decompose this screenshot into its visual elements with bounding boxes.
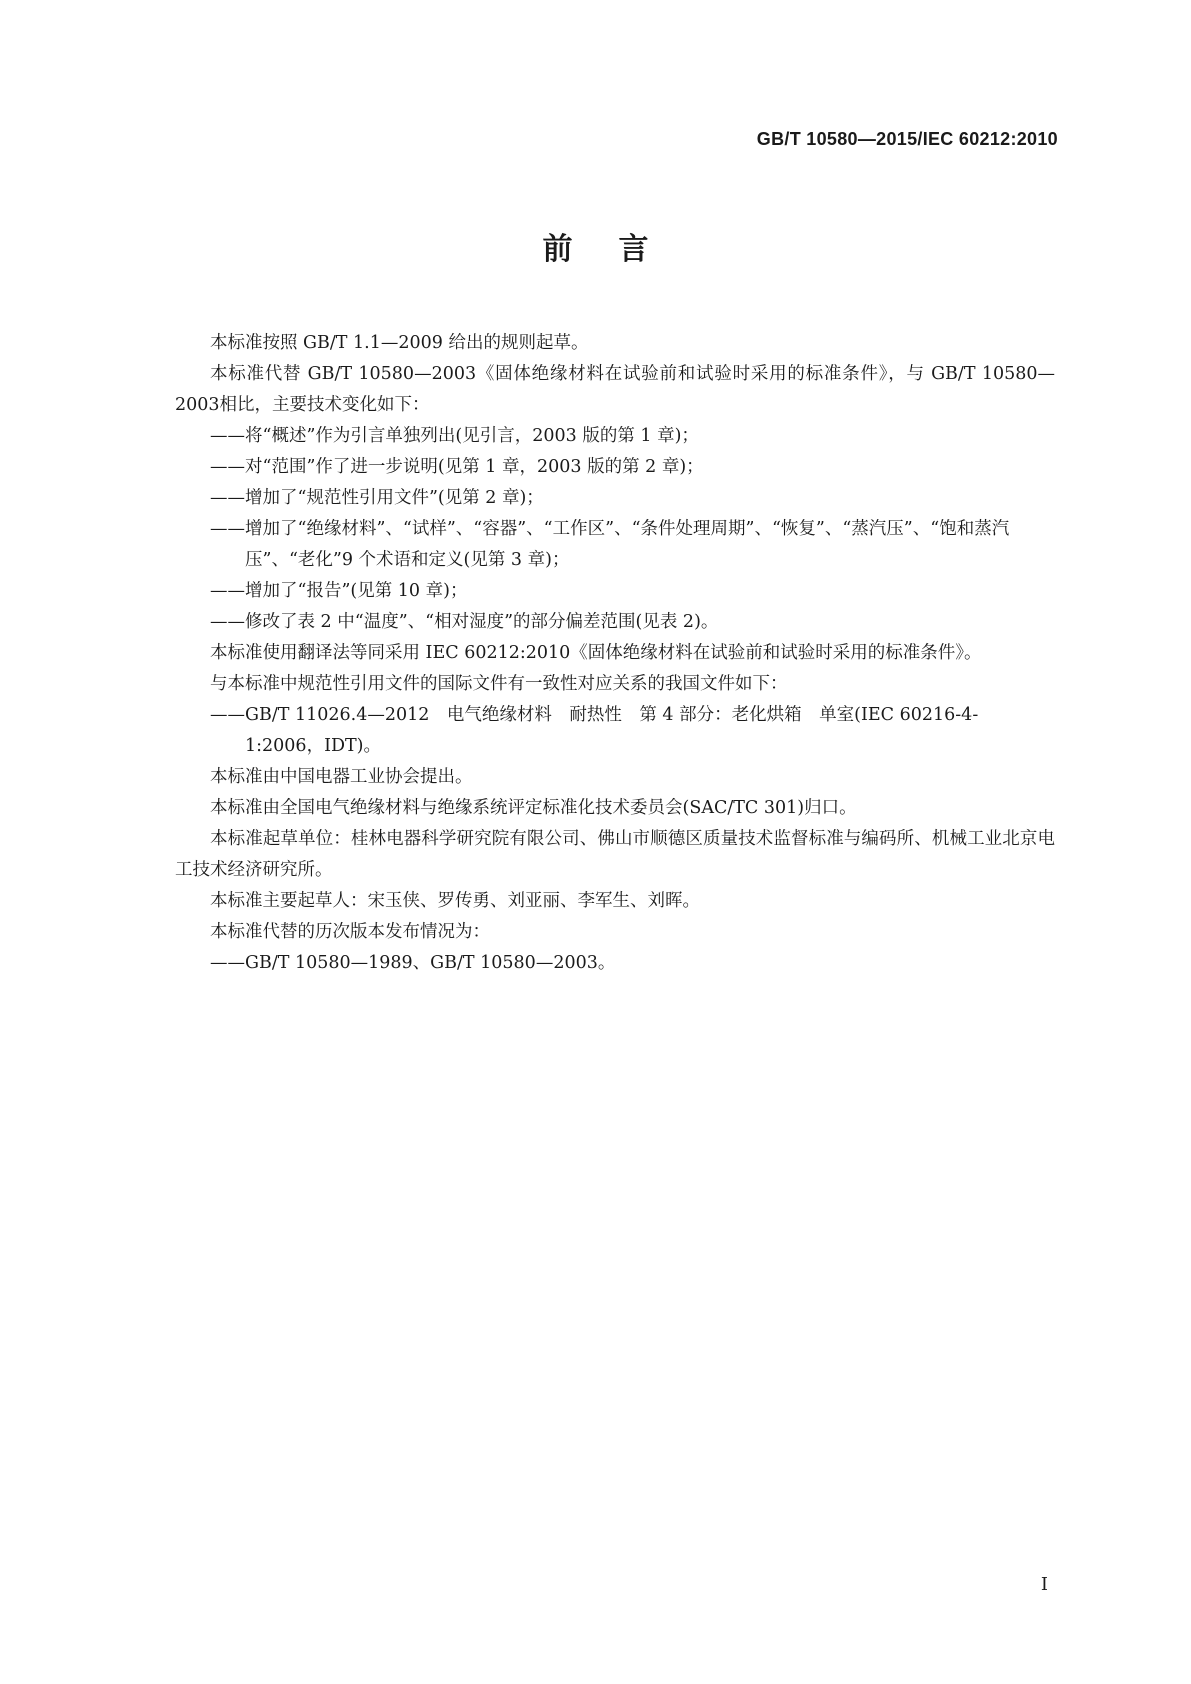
page-title: 前言 xyxy=(542,232,695,267)
paragraph-proposer: 本标准由中国电器工业协会提出。 xyxy=(210,767,473,787)
list-item-change: ——增加了“规范性引用文件”(见第 2 章)； xyxy=(210,488,544,508)
paragraph-drafters: 本标准主要起草人：宋玉侠、罗传勇、刘亚丽、李军生、刘晖。 xyxy=(210,891,700,911)
list-item-history: ——GB/T 10580—1989、GB/T 10580—2003。 xyxy=(210,953,616,973)
paragraph-drafting-units: 本标准起草单位：桂林电器科学研究院有限公司、佛山市顺德区质量技术监督标准与编码所、机械工业北京电工技术经济研究所。 xyxy=(175,829,1055,880)
list-item-change: ——增加了“报告”(见第 10 章)； xyxy=(210,581,468,601)
list-item-change: ——对“范围”作了进一步说明(见第 1 章，2003 版的第 2 章)； xyxy=(210,457,704,477)
list-item-change: ——将“概述”作为引言单独列出(见引言，2003 版的第 1 章)； xyxy=(210,426,699,446)
paragraph-adoption: 本标准使用翻译法等同采用 IEC 60212:2010《固体绝缘材料在试验前和试验时采用的标准条件》。 xyxy=(210,643,982,663)
list-item-change: ——增加了“绝缘材料”、“试样”、“容器”、“工作区”、“条件处理周期”、“恢复”、“蒸汽压”、“饱和蒸汽压”、“老化”9 个术语和定义(见第 3 章)； xyxy=(210,519,1010,570)
list-item-change: ——修改了表 2 中“温度”、“相对湿度”的部分偏差范围(见表 2)。 xyxy=(210,612,719,632)
list-item-reference: ——GB/T 11026.4—2012 电气绝缘材料 耐热性 第 4 部分：老化烘箱 单室(IEC 60216-4-1:2006，IDT)。 xyxy=(210,705,979,756)
foreword-body xyxy=(175,328,1055,979)
standard-code-header: GB/T 10580—2015/IEC 60212:2010 xyxy=(756,129,1058,149)
paragraph-replacement: 本标准代替 GB/T 10580—2003《固体绝缘材料在试验前和试验时采用的标准条件》，与 GB/T 10580—2003相比，主要技术变化如下： xyxy=(175,364,1055,415)
paragraph-committee: 本标准由全国电气绝缘材料与绝缘系统评定标准化技术委员会(SAC/TC 301)归口。 xyxy=(210,798,857,818)
page-number: I xyxy=(1040,1574,1048,1595)
paragraph-history-intro: 本标准代替的历次版本发布情况为： xyxy=(210,922,490,942)
paragraph-correspondence: 与本标准中规范性引用文件的国际文件有一致性对应关系的我国文件如下： xyxy=(210,674,788,694)
paragraph-drafting-rules: 本标准按照 GB/T 1.1—2009 给出的规则起草。 xyxy=(210,333,589,353)
